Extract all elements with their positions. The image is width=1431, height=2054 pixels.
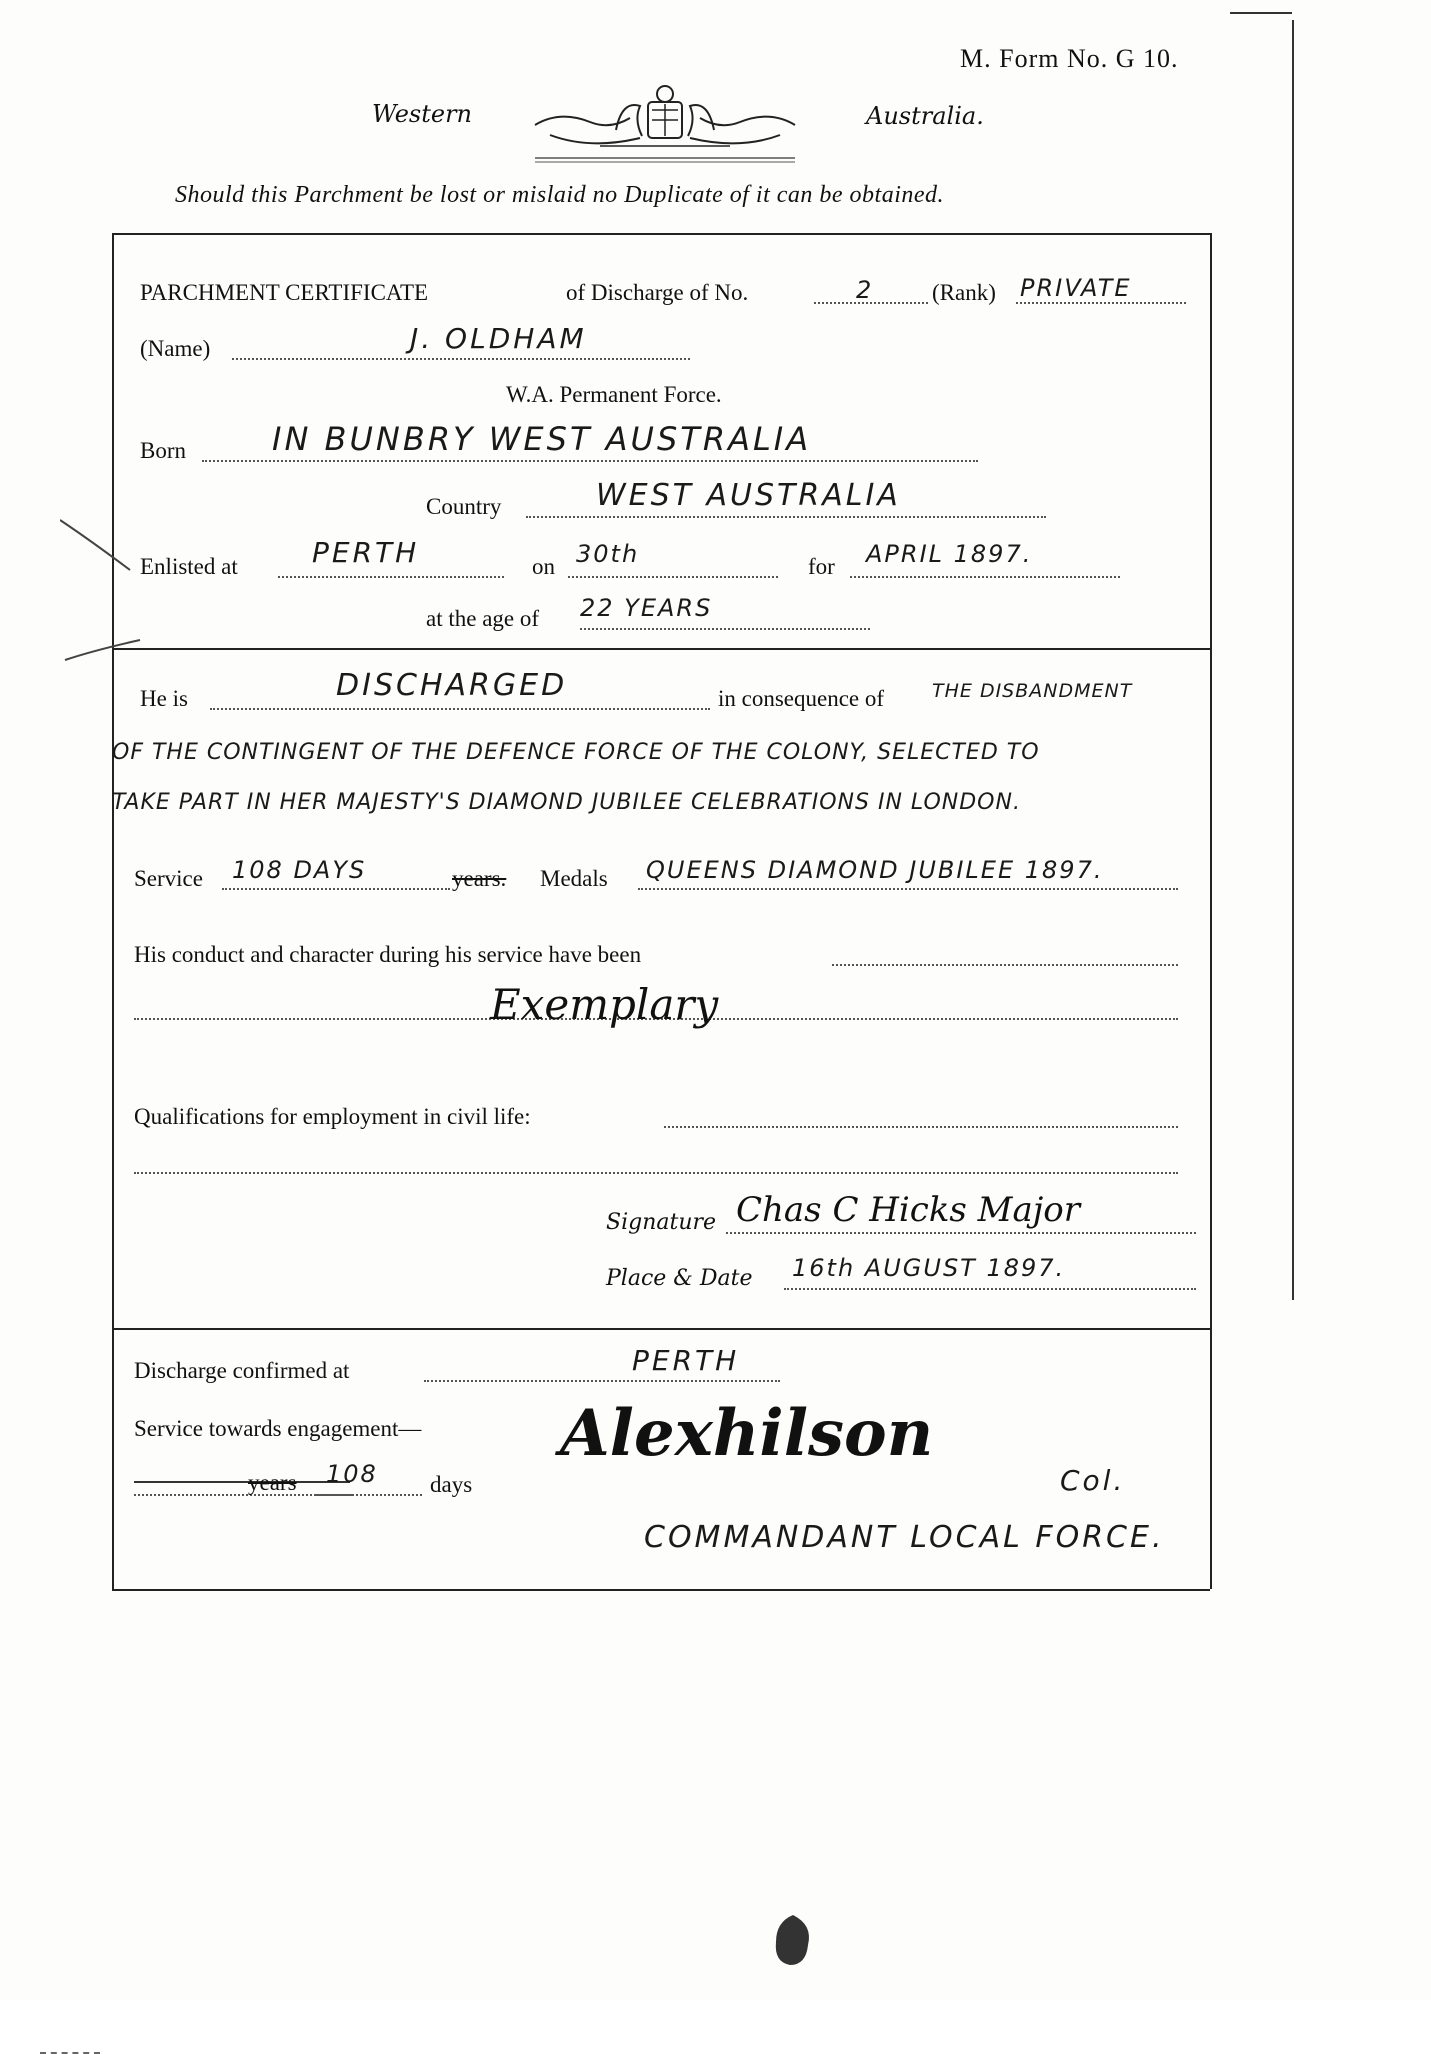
days-value: 108: [326, 1460, 378, 1488]
section-divider: [112, 648, 1210, 650]
coat-of-arms-emblem: [530, 80, 800, 164]
frame-top-border: [112, 233, 1210, 235]
he-is-label: He is: [140, 686, 188, 711]
service-value: 108 DAYS: [232, 856, 367, 884]
discharge-number-value: 2: [856, 276, 874, 304]
rank-label: (Rank): [932, 280, 996, 305]
dotted-line: [424, 1380, 780, 1382]
dotted-line: [580, 628, 870, 630]
dotted-line: [526, 516, 1046, 518]
reason-line-2: OF THE CONTINGENT OF THE DEFENCE FORCE OF THE COLONY, SELECTED TO: [112, 740, 1040, 765]
age-value: 22 YEARS: [580, 594, 713, 622]
country-value: WEST AUSTRALIA: [596, 478, 901, 513]
dotted-line: [568, 576, 778, 578]
discharge-number-label: of Discharge of No.: [566, 280, 749, 305]
conduct-label: His conduct and character during his service have been: [134, 942, 642, 967]
years-label-struck: years.: [452, 866, 507, 891]
dotted-line: [726, 1232, 1196, 1234]
medals-label: Medals: [540, 866, 608, 891]
dotted-line: [638, 888, 1178, 890]
dotted-line: [134, 1172, 1178, 1174]
for-label: for: [808, 554, 835, 579]
certificate-title-label: PARCHMENT CERTIFICATE: [140, 280, 429, 305]
header-left-title: Western: [372, 100, 473, 128]
signature-label: Signature: [606, 1210, 717, 1235]
service-label: Service: [134, 866, 203, 891]
days-label: days: [430, 1472, 473, 1497]
confirmed-value: PERTH: [632, 1344, 740, 1377]
header-right-title: Australia.: [866, 102, 984, 130]
service-towards-label: Service towards engagement—: [134, 1416, 422, 1441]
dotted-line: [278, 576, 504, 578]
born-place-value: IN BUNBRY WEST AUSTRALIA: [272, 420, 812, 458]
confirmed-label: Discharge confirmed at: [134, 1358, 350, 1383]
place-date-label: Place & Date: [606, 1266, 753, 1291]
qualifications-label: Qualifications for employment in civil life:: [134, 1104, 531, 1129]
force-label: W.A. Permanent Force.: [506, 382, 722, 407]
section-divider: [112, 1328, 1210, 1330]
dotted-line: [664, 1126, 1178, 1128]
country-label: Country: [426, 494, 502, 519]
place-date-value: 16th AUGUST 1897.: [792, 1254, 1066, 1282]
discharged-value: DISCHARGED: [336, 668, 568, 703]
consequence-label: in consequence of: [718, 686, 885, 711]
reason-line-3: TAKE PART IN HER MAJESTY'S DIAMOND JUBILEE CELEBRATIONS IN LONDON.: [112, 790, 1021, 815]
dotted-line: [850, 576, 1120, 578]
form-number: M. Form No. G 10.: [960, 44, 1179, 73]
page-edge-line: [1230, 12, 1292, 14]
on-label: on: [532, 554, 555, 579]
warning-notice: Should this Parchment be lost or mislaid no Duplicate of it can be obtained.: [175, 182, 945, 208]
dotted-line: [210, 708, 710, 710]
dotted-line: [832, 964, 1178, 966]
enlisted-label: Enlisted at: [140, 554, 238, 579]
struck-line: [134, 1481, 350, 1483]
name-label: (Name): [140, 336, 211, 361]
rank-value: PRIVATE: [1020, 274, 1132, 302]
years-label-struck: years: [248, 1470, 297, 1495]
medals-value: QUEENS DIAMOND JUBILEE 1897.: [646, 856, 1104, 884]
dotted-line: [232, 358, 690, 360]
page-edge-line: [1292, 20, 1294, 1300]
reason-line-1: THE DISBANDMENT: [932, 680, 1133, 702]
enlisted-date-value: 30th: [576, 540, 640, 568]
frame-bottom-border: [112, 1589, 1210, 1591]
name-value: J. OLDHAM: [410, 322, 587, 355]
age-label: at the age of: [426, 606, 540, 631]
margin-scribble-mark: [60, 510, 150, 670]
conduct-value: Exemplary: [490, 980, 719, 1029]
commandant-title: COMMANDANT LOCAL FORCE.: [644, 1520, 1165, 1555]
dotted-line: [784, 1288, 1196, 1290]
born-label: Born: [140, 438, 186, 463]
enlisted-place-value: PERTH: [312, 536, 420, 569]
dotted-line: [1016, 302, 1186, 304]
dotted-line: [222, 888, 450, 890]
commandant-rank: Col.: [1060, 1464, 1126, 1497]
ink-blot-mark: [768, 1910, 818, 1970]
dotted-line: [202, 460, 978, 462]
signature-value: Chas C Hicks Major: [736, 1190, 1081, 1230]
enlisted-for-value: APRIL 1897.: [866, 540, 1033, 568]
commandant-signature: Alexhilson: [560, 1396, 934, 1471]
dotted-line: [316, 1494, 422, 1496]
